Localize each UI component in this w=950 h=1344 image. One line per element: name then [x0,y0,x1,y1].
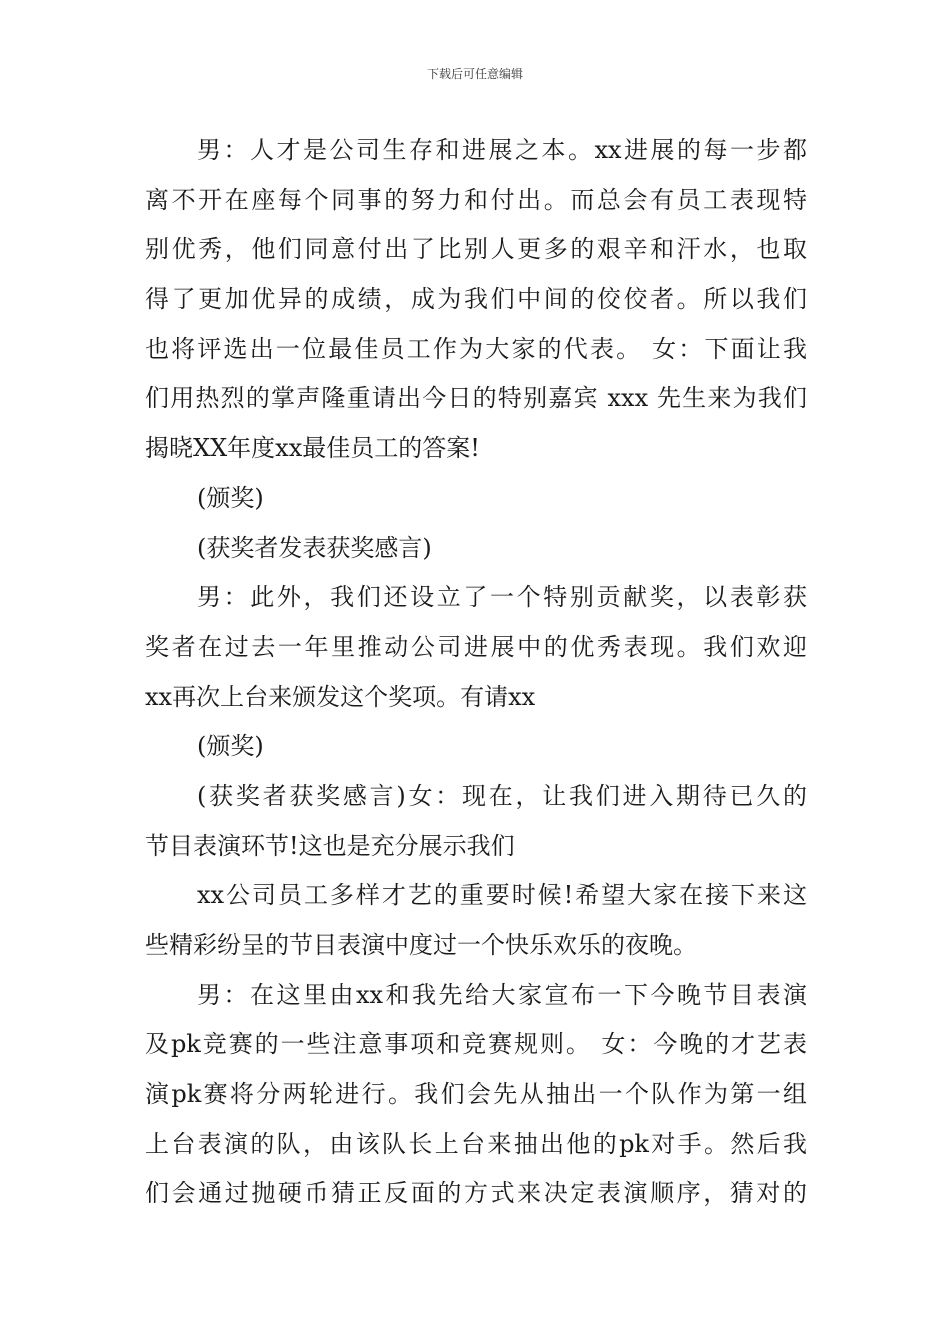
page-header: 下载后可任意编辑 [426,67,523,81]
text-line: 些精彩纷呈的节目表演中度过一个快乐欢乐的夜晚。 [145,931,697,959]
text-line: 们用热烈的掌声隆重请出今日的特别嘉宾 xxx 先生来为我们 [145,384,807,413]
document-body [145,126,807,1219]
text-line: 们会通过抛硬币猜正反面的方式来决定表演顺序，猜对的 [145,1179,807,1208]
text-line: xx公司员工多样才艺的重要时候!希望大家在接下来这 [197,881,807,910]
text-line: 也将评选出一位最佳员工作为大家的代表。 女：下面让我 [145,334,807,363]
text-line: 及pk竞赛的一些注意事项和竞赛规则。 女：今晚的才艺表 [145,1030,807,1059]
text-line: 演pk赛将分两轮进行。我们会先从抽出一个队作为第一组 [145,1080,807,1109]
text-line: 男：人才是公司生存和进展之本。xx进展的每一步都 [197,136,807,164]
text-line: xx再次上台来颁发这个奖项。有请xx [145,682,536,711]
text-line: (获奖者获奖感言)女：现在，让我们进入期待已久的 [197,781,807,810]
text-line: 得了更加优异的成绩，成为我们中间的佼佼者。所以我们 [145,285,807,314]
text-line: 奖者在过去一年里推动公司进展中的优秀表现。我们欢迎 [145,632,807,661]
text-line: (颁奖) [197,483,264,512]
text-line: 离不开在座每个同事的努力和付出。而总会有员工表现特 [145,185,807,214]
text-line: 揭晓XX年度xx最佳员工的答案! [145,434,480,463]
text-line: 男：在这里由xx和我先给大家宣布一下今晚节目表演 [197,980,807,1009]
text-line: 节目表演环节!这也是充分展示我们 [145,831,515,860]
text-line: (颁奖) [197,732,264,761]
text-line: (获奖者发表获奖感言) [197,533,432,562]
text-line: 上台表演的队，由该队长上台来抽出他的pk对手。然后我 [145,1129,807,1158]
text-line: 男：此外，我们还设立了一个特别贡献奖，以表彰获 [197,583,807,612]
text-line: 别优秀，他们同意付出了比别人更多的艰辛和汗水，也取 [145,235,807,264]
